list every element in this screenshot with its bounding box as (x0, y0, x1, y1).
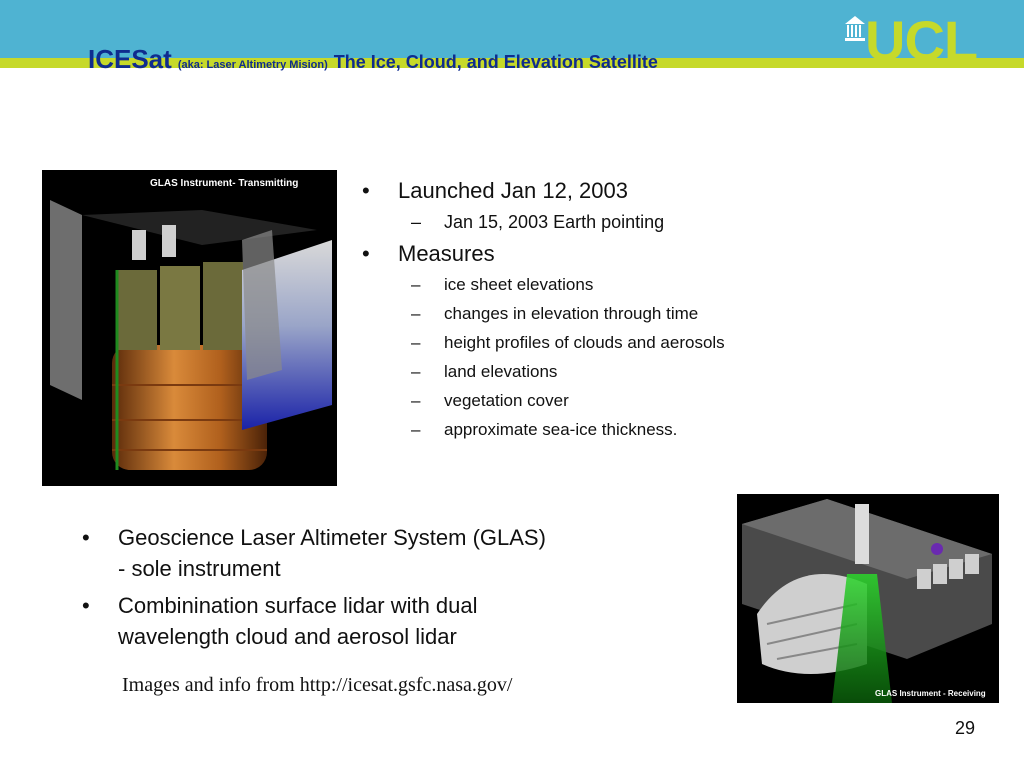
dash-icon: – (411, 333, 421, 352)
glas-transmitting-image (42, 170, 337, 486)
dash-icon: – (411, 212, 422, 232)
measures-text: Measures (398, 241, 495, 266)
pointing-text: Jan 15, 2003 Earth pointing (444, 212, 665, 232)
dash-icon: – (411, 362, 421, 381)
combo-line-1: Combinination surface lidar with dual (118, 593, 478, 618)
top-image-caption: GLAS Instrument- Transmitting (150, 178, 299, 189)
mission-facts-list (362, 176, 822, 447)
title-sub: The Ice, Cloud, and Elevation Satellite (333, 52, 658, 72)
dash-icon: – (411, 275, 421, 294)
measure-item: vegetation cover (444, 391, 569, 410)
list-item (362, 360, 822, 384)
source-credit: Images and info from http://icesat.gsfc.nasa.gov/ (122, 674, 513, 696)
page-number: 29 (955, 718, 976, 738)
bullet-icon: • (362, 241, 370, 266)
glas-line-2: - sole instrument (118, 556, 281, 581)
list-item (362, 389, 822, 413)
list-item (362, 331, 822, 355)
measure-item: ice sheet elevations (444, 275, 594, 294)
list-item (362, 176, 822, 206)
glas-line-1: Geoscience Laser Altimeter System (GLAS) (118, 525, 546, 550)
bullet-icon: • (82, 593, 90, 618)
launched-text: Launched Jan 12, 2003 (398, 178, 628, 203)
measure-item: approximate sea-ice thickness. (444, 420, 678, 439)
title-main: ICESat (88, 44, 172, 74)
portico-icon (845, 16, 865, 42)
list-item (82, 590, 642, 652)
measure-item: changes in elevation through time (444, 304, 699, 323)
list-item (362, 273, 822, 297)
measure-item: height profiles of clouds and aerosols (444, 333, 725, 352)
bullet-icon: • (362, 178, 370, 203)
bottom-image-caption: GLAS Instrument - Receiving (875, 689, 986, 698)
slide-title (88, 44, 658, 75)
dash-icon: – (411, 391, 421, 410)
dash-icon: – (411, 420, 421, 439)
list-item (82, 522, 642, 584)
bullet-icon: • (82, 525, 90, 550)
list-item (362, 239, 822, 269)
list-item (362, 302, 822, 326)
logo-text: UCL (865, 9, 978, 72)
measure-item: land elevations (444, 362, 558, 381)
title-aka: (aka: Laser Altimetry Mision) (177, 59, 328, 71)
list-item (362, 418, 822, 442)
dash-icon: – (411, 304, 421, 323)
glas-receiving-image (737, 494, 999, 703)
ucl-logo (845, 9, 995, 72)
combo-line-2: wavelength cloud and aerosol lidar (118, 624, 457, 649)
list-item (362, 210, 822, 234)
instrument-list (82, 522, 642, 658)
